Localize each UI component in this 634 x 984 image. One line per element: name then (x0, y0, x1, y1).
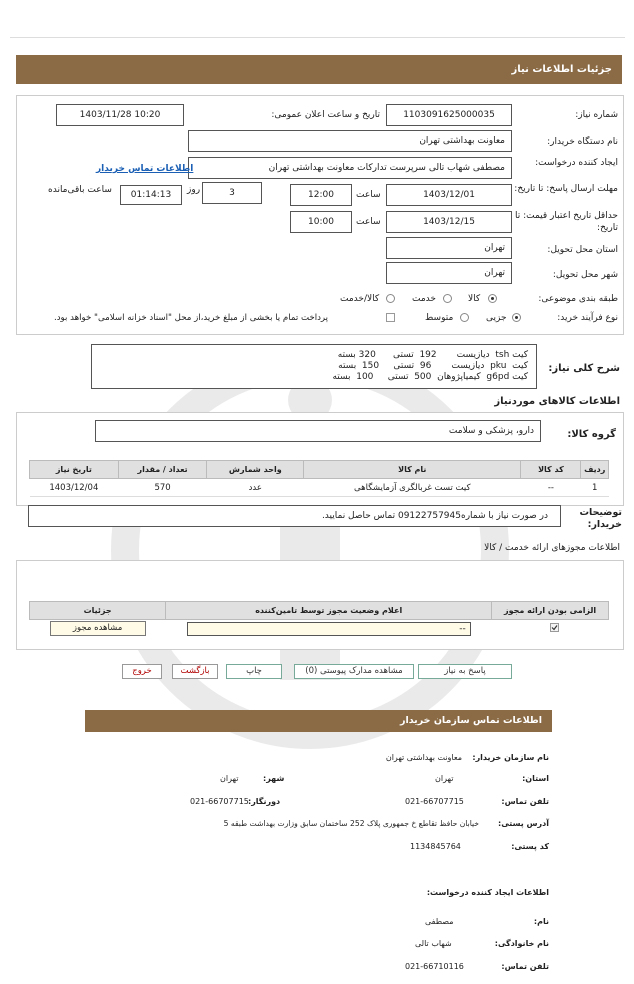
summary-line: کیت pku دیازیست 96 تستی 150 بسته (338, 361, 528, 371)
license-status-value: -- (459, 623, 466, 634)
col-name: نام کالا (304, 461, 521, 479)
treasury-payment-checkbox[interactable] (386, 313, 395, 322)
creator-name-label: نام: (533, 917, 549, 926)
buyer-contact-link[interactable]: اطلاعات تماس خریدار (96, 164, 194, 174)
treasury-payment-note: پرداخت تمام یا بخشی از مبلغ خرید،از محل "اسناد خزانه اسلامی" خواهد بود. (54, 313, 329, 323)
buyer-org-field: معاونت بهداشتی تهران (188, 130, 512, 152)
province-field: تهران (386, 237, 512, 259)
buyer-org-label: نام دستگاه خریدار: (547, 137, 618, 147)
contact-phone-label: تلفن تماس: (501, 797, 549, 806)
page-title: جزئیات اطلاعات نیاز (511, 64, 612, 75)
summary-box (91, 344, 537, 389)
licenses-table-header (30, 602, 609, 620)
attachments-button[interactable]: مشاهده مدارک پیوستی (0) (294, 664, 414, 679)
cell-date: 1403/12/04 (30, 479, 119, 497)
validity-time-label: ساعت (356, 217, 381, 227)
cell-name: کیت تست غربالگری آزمایشگاهی (304, 479, 521, 497)
category-radio-service[interactable] (443, 294, 452, 303)
contact-address-value: خیابان حافظ تقاطع خ جمهوری پلاک 252 ساختمان سابق وزارت بهداشت طبقه 5 (223, 819, 479, 828)
contact-city-value: تهران (220, 774, 239, 783)
table-row (30, 479, 609, 497)
creator-phone-value: 021-66710116 (405, 962, 464, 971)
category-radio-goods[interactable] (488, 294, 497, 303)
exit-button[interactable]: خروج (122, 664, 162, 679)
goods-section-title: اطلاعات کالاهای موردنیاز (494, 396, 620, 407)
goods-table-header (30, 461, 609, 479)
contact-province-value: تهران (435, 774, 454, 783)
province-label: استان محل تحویل: (547, 245, 618, 255)
col-status: اعلام وضعیت مجوز توسط تامین‌کننده (166, 602, 492, 620)
category-option-service: خدمت (412, 294, 436, 304)
print-button[interactable]: چاپ (226, 664, 282, 679)
contact-city-label: شهر: (263, 774, 285, 783)
city-field: تهران (386, 262, 512, 284)
goods-group-field: دارو، پزشکی و سلامت (95, 420, 541, 442)
buyer-notes-label: توضیحات خریدار: (579, 507, 622, 530)
category-radio-both[interactable] (386, 294, 395, 303)
cell-row: 1 (581, 479, 609, 497)
cell-code: -- (521, 479, 581, 497)
category-option-both: کالا/خدمت (340, 294, 380, 304)
validity-date-field: 1403/12/15 (386, 211, 512, 233)
deadline-time-field: 12:00 (290, 184, 352, 206)
watermark-graphic (30, 330, 590, 750)
city-label: شهر محل تحویل: (552, 270, 618, 280)
deadline-time-label: ساعت (356, 190, 381, 200)
goods-table (29, 460, 609, 497)
category-label: طبقه بندی موضوعی: (538, 294, 618, 304)
days-field: 3 (202, 182, 262, 204)
process-option-medium: متوسط (425, 313, 454, 323)
process-radio-minor[interactable] (512, 313, 521, 322)
announce-label: تاریخ و ساعت اعلان عمومی: (271, 110, 380, 120)
contact-postal-value: 1134845764 (410, 842, 461, 851)
days-label: روز (187, 185, 201, 195)
col-qty: تعداد / مقدار (118, 461, 207, 479)
goods-group-label: گروه کالا: (567, 429, 616, 440)
process-radio-medium[interactable] (460, 313, 469, 322)
creator-section-title: اطلاعات ایجاد کننده درخواست: (426, 888, 549, 897)
watermark-logo (30, 330, 590, 750)
creator-field: مصطفی شهاب تالی سرپرست تدارکات معاونت بهداشتی تهران (188, 157, 512, 179)
buyer-notes-field: در صورت نیاز با شماره09122757945 تماس حاصل نمایید. (28, 505, 561, 527)
col-unit: واحد شمارش (207, 461, 304, 479)
need-number-label: شماره نیاز: (575, 110, 618, 120)
check-icon (551, 624, 558, 631)
contact-org-label: نام سازمان خریدار: (472, 753, 549, 762)
remaining-field: 01:14:13 (120, 185, 182, 205)
deadline-date-field: 1403/12/01 (386, 184, 512, 206)
deadline-label: مهلت ارسال پاسخ: تا تاریخ: (514, 184, 618, 194)
creator-family-label: نام خانوادگی: (494, 939, 549, 948)
col-code: کد کالا (521, 461, 581, 479)
license-required-checkbox[interactable] (550, 623, 559, 632)
license-status-field (187, 622, 471, 636)
summary-label: شرح کلی نیاز: (548, 363, 620, 374)
announce-field: 1403/11/28 10:20 (56, 104, 184, 126)
licenses-table (29, 601, 609, 637)
contact-postal-label: کد پستی: (511, 842, 549, 851)
licenses-title: اطلاعات مجوزهای ارائه خدمت / کالا (484, 543, 620, 553)
contact-fax-value: 021-66707715 (190, 797, 249, 806)
process-label: نوع فرآیند خرید: (557, 313, 618, 323)
col-required: الزامی بودن ارائه مجوز (492, 602, 609, 620)
summary-line: کیت g6pd کیمیاپژوهان 500 تستی 100 بسته (332, 372, 528, 382)
creator-family-value: شهاب تالی (415, 939, 452, 948)
need-number-field: 1103091625000035 (386, 104, 512, 126)
contact-header (85, 710, 552, 732)
summary-line: کیت tsh دیازیست 192 تستی 320 بسته (337, 350, 528, 360)
contact-address-label: آدرس پستی: (498, 819, 549, 828)
contact-fax-label: دورنگار: (248, 797, 281, 806)
cell-qty: 570 (118, 479, 207, 497)
contact-province-label: استان: (522, 774, 549, 783)
page-header (16, 55, 622, 84)
creator-name-value: مصطفی (425, 917, 454, 926)
creator-phone-label: تلفن تماس: (501, 962, 549, 971)
validity-time-field: 10:00 (290, 211, 352, 233)
cell-unit: عدد (207, 479, 304, 497)
col-row: ردیف (581, 461, 609, 479)
col-date: تاریخ نیاز (30, 461, 119, 479)
creator-label: ایجاد کننده درخواست: (535, 158, 618, 168)
top-divider (10, 37, 625, 38)
reply-button[interactable]: پاسخ به نیاز (418, 664, 512, 679)
col-details: جزئیات (30, 602, 166, 620)
table-row (30, 620, 609, 638)
contact-org-value: معاونت بهداشتی تهران (385, 753, 462, 762)
process-option-minor: جزیی (486, 313, 507, 323)
contact-header-title: اطلاعات تماس سازمان خریدار (399, 715, 542, 726)
back-button[interactable]: بازگشت (172, 664, 218, 679)
category-option-goods: کالا (468, 294, 481, 304)
contact-phone-value: 021-66707715 (405, 797, 464, 806)
remaining-label: ساعت باقی‌مانده (48, 185, 112, 195)
validity-label: حداقل تاریخ اعتبار قیمت: تا تاریخ: (515, 211, 618, 233)
view-license-button[interactable]: مشاهده مجوز (50, 621, 146, 636)
